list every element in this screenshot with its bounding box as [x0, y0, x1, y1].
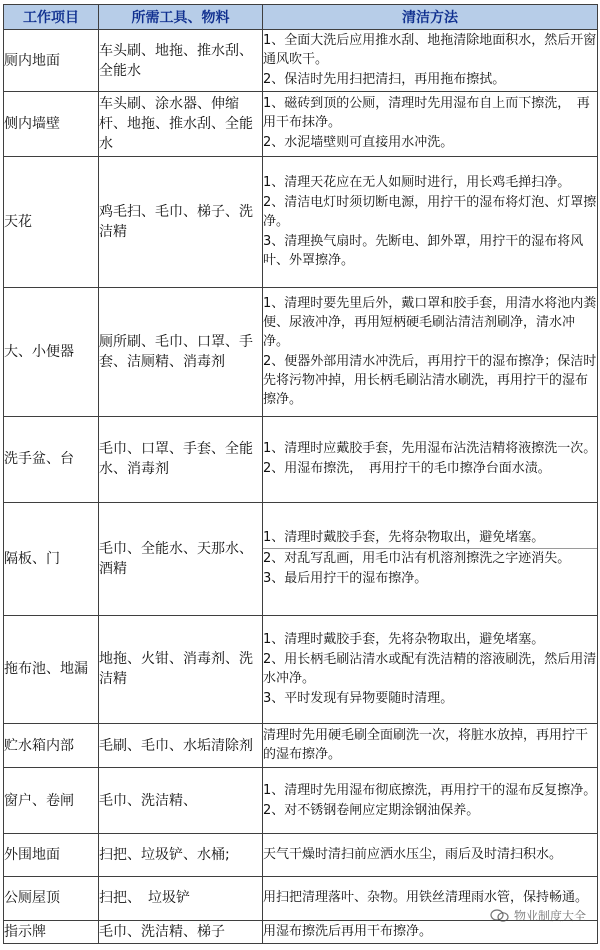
header-tools-materials: 所需工具、物料: [99, 5, 263, 30]
method-line: 用湿布擦洗后再用干布擦净。: [263, 923, 433, 939]
method-line: 2、便器外部用清水冲洗后，再用拧干的湿布擦净；保洁时先将污物冲掉，用长柄毛刷沾清水刷洗，再用拧干的湿布擦净。: [263, 353, 597, 407]
method-cell: [263, 768, 598, 834]
tools-cell: 扫把、垃圾铲、水桶;: [99, 834, 263, 876]
method-line: 3、平时发现有异物要随时清理。: [263, 690, 454, 706]
work-item-cell: 隔板、门: [4, 503, 99, 615]
tools-cell: 毛刷、毛巾、水垢清除剂: [99, 724, 263, 768]
table-row: [4, 503, 598, 615]
method-line: 2、对乱写乱画，用毛巾沾有机溶剂擦洗之字迹消失。: [263, 551, 571, 567]
table-body: [4, 30, 598, 944]
method-cell: [263, 876, 598, 920]
work-item-cell: 侧内墙壁: [4, 92, 99, 156]
table-row: [4, 834, 598, 876]
work-item-cell: 拖布池、地漏: [4, 615, 99, 723]
method-line: 3、最后用拧干的湿布擦净。: [263, 571, 428, 587]
work-item-cell: 公厕屋顶: [4, 876, 99, 920]
tools-cell: 毛巾、洗洁精、梯子: [99, 920, 263, 943]
watermark-text: 物业制度大全: [513, 909, 586, 923]
work-item-cell: 厕内地面: [4, 30, 99, 92]
method-line: 2、用长柄毛刷沾清水或配有洗洁精的溶液刷洗，然后用清水冲净。: [263, 651, 597, 686]
table-row: [4, 288, 598, 417]
tools-cell: 车头刷、地拖、推水刮、全能水: [99, 30, 263, 92]
work-item-cell: 指示牌: [4, 920, 99, 943]
tools-cell: 扫把、 垃圾铲: [99, 876, 263, 920]
method-line: 1、清理时先用湿布彻底擦洗，再用拧干的湿布反复擦净。: [263, 782, 597, 798]
method-line: 1、清理时戴胶手套，先将杂物取出，避免堵塞。: [263, 631, 545, 647]
work-item-cell: 大、小便器: [4, 288, 99, 417]
tools-cell: 鸡毛扫、毛巾、梯子、洗洁精: [99, 156, 263, 288]
method-cell: [263, 288, 598, 417]
method-line: 2、清洁电灯时须切断电源，用拧干的湿布将灯泡、灯罩擦净。: [263, 194, 597, 229]
method-line: 1、清理时戴胶手套，先将杂物取出，避免堵塞。: [263, 528, 597, 549]
table-row: [4, 724, 598, 768]
tools-cell: 毛巾、口罩、手套、全能水、消毒剂: [99, 416, 263, 502]
method-cell: [263, 416, 598, 502]
method-line: 清理时先用硬毛刷全面刷洗一次，将脏水放掉，再用拧干的湿布擦净。: [263, 728, 589, 763]
work-item-cell: 外围地面: [4, 834, 99, 876]
table-row: [4, 615, 598, 723]
table-row: [4, 768, 598, 834]
table-header: [4, 5, 598, 30]
method-line: 1、全面大洗后应用推水刮、地拖清除地面积水，然后开窗通风吹干。: [263, 33, 597, 68]
table-row: [4, 876, 598, 920]
method-line: 1、磁砖到顶的公厕，清理时先用湿布自上而下擦洗， 再用干布抹净。: [263, 96, 590, 131]
method-cell: [263, 615, 598, 723]
tools-cell: 车头刷、涂水器、伸缩杆、地拖、推水刮、全能水: [99, 92, 263, 156]
method-cell: [263, 834, 598, 876]
method-cell: [263, 30, 598, 92]
header-cleaning-method: 清洁方法: [263, 5, 598, 30]
work-item-cell: 窗户、卷闸: [4, 768, 99, 834]
method-line: 天气干燥时清扫前应洒水压尘，雨后及时清扫积水。: [263, 847, 563, 863]
work-item-cell: 洗手盆、台: [4, 416, 99, 502]
method-line: 2、水泥墙壁则可直接用水冲洗。: [263, 135, 454, 151]
method-cell: [263, 503, 598, 615]
method-cell: [263, 156, 598, 288]
header-row: [4, 5, 598, 30]
method-line: 2、用湿布擦洗， 再用拧干的毛巾擦净台面水渍。: [263, 461, 551, 477]
work-item-cell: 天花: [4, 156, 99, 288]
table-row: [4, 156, 598, 288]
table-row: [4, 30, 598, 92]
tools-cell: 毛巾、全能水、天那水、酒精: [99, 503, 263, 615]
method-line: 1、清理时应戴胶手套，先用湿布沾洗洁精将液擦洗一次。: [263, 441, 597, 457]
method-cell: [263, 724, 598, 768]
method-cell: [263, 92, 598, 156]
header-work-item: 工作项目: [4, 5, 99, 30]
table-row: [4, 92, 598, 156]
table-row: [4, 920, 598, 943]
tools-cell: 毛巾、洗洁精、: [99, 768, 263, 834]
table-row: [4, 416, 598, 502]
tools-cell: 地拖、火钳、消毒剂、洗洁精: [99, 615, 263, 723]
tools-cell: 厕所刷、毛巾、口罩、手套、洁厕精、消毒剂: [99, 288, 263, 417]
cleaning-methods-table: [3, 4, 598, 944]
method-line: 1、清理天花应在无人如厕时进行，用长鸡毛掸扫净。: [263, 174, 571, 190]
method-cell: [263, 920, 598, 943]
method-line: 2、对不锈钢卷闸应定期涂钢油保养。: [263, 802, 480, 818]
method-line: 3、清理换气扇时。先断电、卸外罩，用拧干的湿布将风叶、外罩擦净。: [263, 233, 584, 268]
method-line: 2、保洁时先用扫把清扫，再用拖布擦拭。: [263, 72, 506, 88]
work-item-cell: 贮水箱内部: [4, 724, 99, 768]
method-line: 用扫把清理落叶、杂物。用铁丝清理雨水管，保持畅通。: [263, 890, 589, 906]
method-line: 1、清理时要先里后外，戴口罩和胶手套，用清水将池内粪便、尿液冲净，再用短柄硬毛刷沾清洁剂刷净，清水冲净。: [263, 295, 597, 349]
